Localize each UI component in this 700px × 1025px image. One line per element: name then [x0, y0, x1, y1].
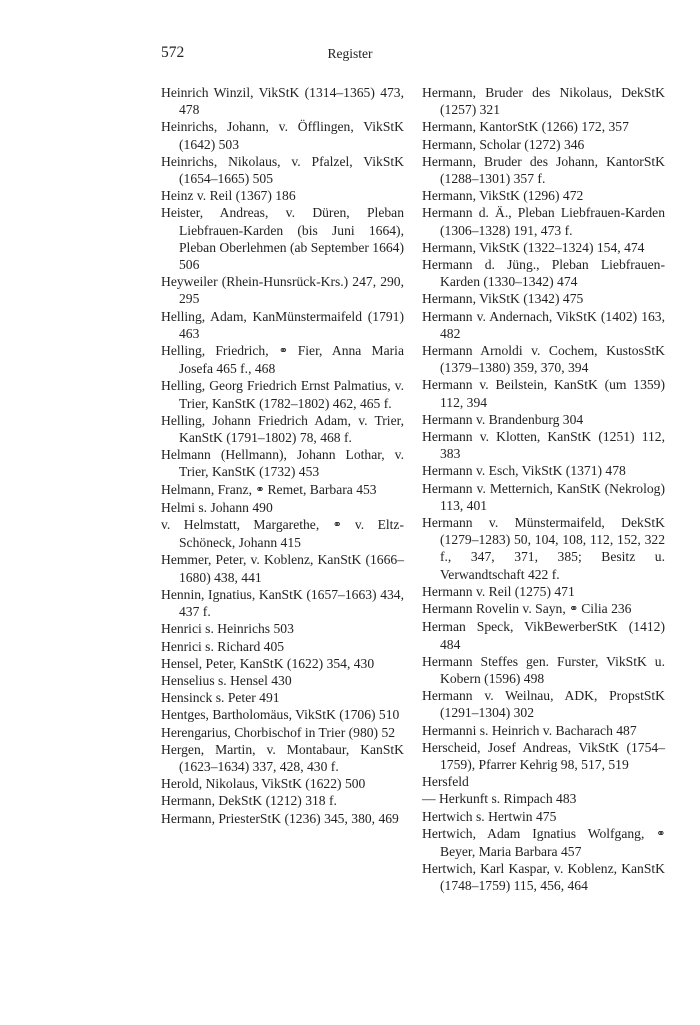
index-entry: Hermann d. Ä., Pleban Liebfrauen-Karden (1306–1328) 191, 473 f.	[422, 205, 665, 238]
index-entry: Hermann, Bruder des Johann, KantorStK (1288–1301) 357 f.	[422, 153, 665, 187]
index-column-right	[422, 84, 665, 895]
index-entry: Hermann, VikStK (1342) 475	[422, 291, 584, 307]
index-entry: Hermann, Scholar (1272) 346	[422, 136, 585, 152]
index-entry: Hermann, DekStK (1212) 318 f.	[161, 793, 337, 809]
index-entry: Hennin, Ignatius, KanStK (1657–1663) 434, 437 f.	[161, 586, 404, 620]
index-entry: Hentges, Bartholomäus, VikStK (1706) 510	[161, 707, 400, 723]
index-entry: Hermann Rovelin v. Sayn, ⚭ Cilia 236	[422, 601, 632, 617]
index-entry: Helmi s. Johann 490	[161, 499, 273, 515]
index-entry: Herold, Nikolaus, VikStK (1622) 500	[161, 776, 366, 792]
index-entry: Hermanni s. Heinrich v. Bacharach 487	[422, 722, 637, 738]
index-entry: Helling, Georg Friedrich Ernst Palmatius, v. Trier, KanStK (1782–1802) 462, 465 f.	[161, 378, 404, 411]
index-entry: Helmann (Hellmann), Johann Lothar, v. Trier, KanStK (1732) 453	[161, 447, 404, 480]
index-entry: Hermann, PriesterStK (1236) 345, 380, 469	[161, 810, 399, 826]
index-entry: Hermann Arnoldi v. Cochem, KustosStK (1379–1380) 359, 370, 394	[422, 343, 665, 376]
index-entry: Hermann v. Beilstein, KanStK (um 1359) 112, 394	[422, 377, 665, 410]
index-entry: Hermann v. Brandenburg 304	[422, 411, 584, 427]
index-entry: Helling, Johann Friedrich Adam, v. Trier, KanStK (1791–1802) 78, 468 f.	[161, 412, 404, 446]
index-entry: Hermann v. Esch, VikStK (1371) 478	[422, 463, 626, 479]
index-entry: Hermann, VikStK (1322–1324) 154, 474	[422, 239, 645, 255]
index-entry: Heinrichs, Nikolaus, v. Pfalzel, VikStK (1654–1665) 505	[161, 153, 404, 187]
index-entry: Helling, Friedrich, ⚭ Fier, Anna Maria Josefa 465 f., 468	[161, 343, 404, 377]
index-entry: Heinrich Winzil, VikStK (1314–1365) 473, 478	[161, 85, 404, 118]
running-head: Register	[327, 46, 373, 61]
index-entry: Hensel, Peter, KanStK (1622) 354, 430	[161, 655, 375, 671]
index-entry: Hermann, Bruder des Nikolaus, DekStK (1257) 321	[422, 85, 665, 118]
marriage-symbol: ⚭	[656, 827, 665, 840]
index-entry: Heyweiler (Rhein-Hunsrück-Krs.) 247, 290, 295	[161, 274, 404, 307]
page-number: 572	[161, 44, 185, 61]
index-entry: Hermann v. Münstermaifeld, DekStK (1279–1283) 50, 104, 108, 112, 152, 322 f., 347, 371, 385; Besitz u. Verwandtschaft 422 f.	[422, 515, 665, 582]
index-entry: Hersfeld	[422, 774, 469, 790]
index-entry: Hermann, VikStK (1296) 472	[422, 188, 584, 204]
index-entry: Hertwich, Adam Ignatius Wolfgang, ⚭ Beyer, Maria Barbara 457	[422, 825, 665, 859]
index-entry: Henselius s. Hensel 430	[161, 672, 292, 688]
index-entry: Herscheid, Josef Andreas, VikStK (1754–1759), Pfarrer Kehrig 98, 517, 519	[422, 739, 665, 772]
index-entry: Hermann v. Weilnau, ADK, PropstStK (1291–1304) 302	[422, 688, 665, 721]
index-entry: Hergen, Martin, v. Montabaur, KanStK (1623–1634) 337, 428, 430 f.	[161, 741, 404, 774]
index-entry: Heinz v. Reil (1367) 186	[161, 188, 296, 204]
index-column-left	[161, 84, 404, 827]
index-entry: Hermann d. Jüng., Pleban Liebfrauen-Karden (1330–1342) 474	[422, 257, 665, 290]
index-entry: — Herkunft s. Rimpach 483	[422, 791, 577, 807]
index-entry: Hermann v. Klotten, KanStK (1251) 112, 383	[422, 429, 665, 462]
index-entry: Henrici s. Heinrichs 503	[161, 621, 294, 637]
index-entry: Hemmer, Peter, v. Koblenz, KanStK (1666–1680) 438, 441	[161, 552, 404, 585]
index-entry: Hermann v. Reil (1275) 471	[422, 583, 575, 599]
index-entry: Herengarius, Chorbischof in Trier (980) 52	[161, 724, 396, 740]
index-entry: Helmann, Franz, ⚭ Remet, Barbara 453	[161, 481, 377, 497]
index-entry: Helling, Adam, KanMünstermaifeld (1791) 463	[161, 308, 404, 341]
marriage-symbol: ⚭	[332, 519, 342, 532]
index-entry: Herman Speck, VikBewerberStK (1412) 484	[422, 619, 665, 652]
index-entry: Heinrichs, Johann, v. Öfflingen, VikStK (1642) 503	[161, 119, 404, 152]
marriage-symbol: ⚭	[255, 483, 265, 496]
index-entry: Hensinck s. Peter 491	[161, 690, 280, 706]
index-entry: Hermann v. Metternich, KanStK (Nekrolog) 113, 401	[422, 480, 665, 513]
marriage-symbol: ⚭	[569, 603, 578, 616]
marriage-symbol: ⚭	[278, 345, 288, 358]
index-entry: Hermann, KantorStK (1266) 172, 357	[422, 119, 629, 135]
index-entry: v. Helmstatt, Margarethe, ⚭ v. Eltz-Schöneck, Johann 415	[161, 517, 404, 551]
index-entry: Hertwich s. Hertwin 475	[422, 808, 557, 824]
index-entry: Heister, Andreas, v. Düren, Pleban Liebfrauen-Karden (bis Juni 1664), Pleban Oberlehmen (ab September 1664) 506	[161, 205, 404, 273]
index-entry: Hermann Steffes gen. Furster, VikStK u. Kobern (1596) 498	[422, 653, 665, 686]
index-entry: Hertwich, Karl Kaspar, v. Koblenz, KanStK (1748–1759) 115, 456, 464	[422, 861, 665, 894]
index-entry: Henrici s. Richard 405	[161, 638, 285, 654]
index-entry: Hermann v. Andernach, VikStK (1402) 163, 482	[422, 308, 665, 341]
